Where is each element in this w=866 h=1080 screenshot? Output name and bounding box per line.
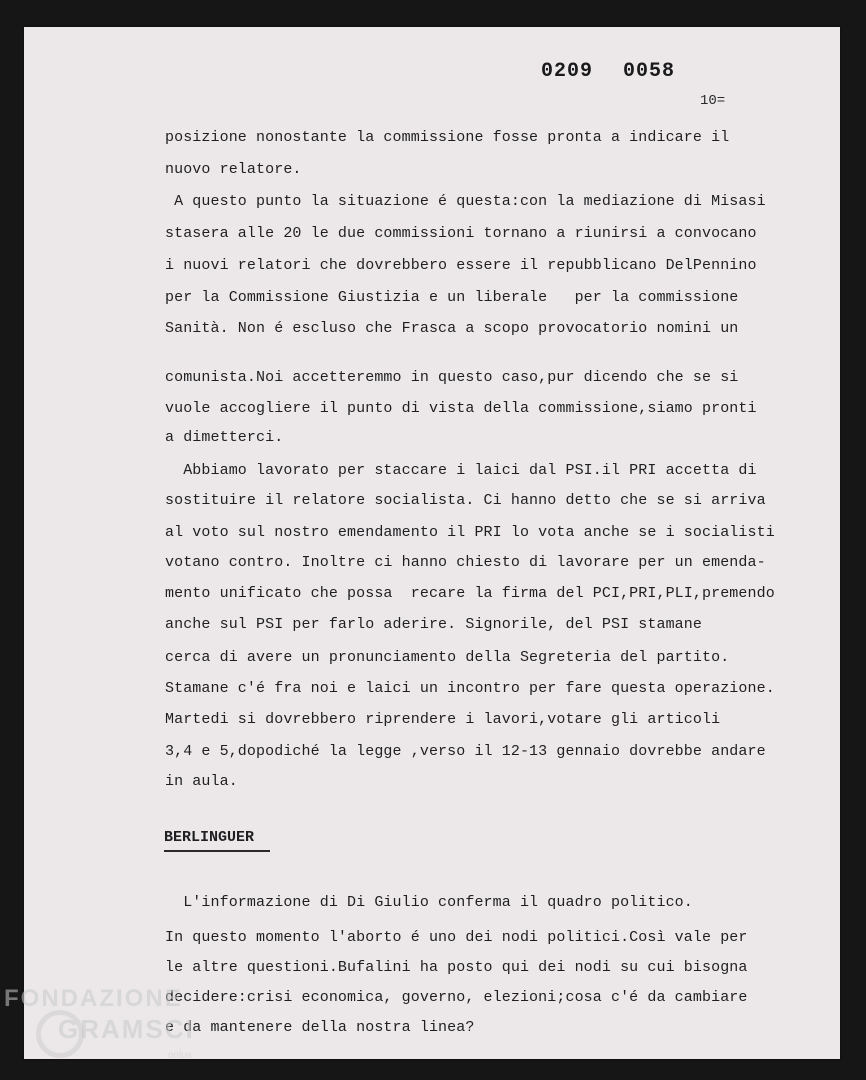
text-line: Sanità. Non é escluso che Frasca a scopo provocatorio nomini un	[165, 320, 739, 337]
text-line: votano contro. Inoltre ci hanno chiesto di lavorare per un emenda-	[165, 554, 766, 571]
text-line: cerca di avere un pronunciamento della Segreteria del partito.	[165, 649, 730, 666]
text-line: e da mantenere della nostra linea?	[165, 1019, 475, 1036]
text-line: L'informazione di Di Giulio conferma il quadro politico.	[165, 894, 693, 911]
archive-stamp-right: 0058	[623, 60, 676, 83]
text-line: anche sul PSI per farlo aderire. Signorile, del PSI stamane	[165, 616, 702, 633]
text-line: comunista.Noi accetteremmo in questo caso,pur dicendo che se si	[165, 369, 739, 386]
text-line: nuovo relatore.	[165, 161, 302, 178]
watermark-onlus: onlus	[168, 1050, 192, 1061]
text-line: sostituire il relatore socialista. Ci hanno detto che se si arriva	[165, 492, 766, 509]
text-line: stasera alle 20 le due commissioni tornano a riunirsi a convocano	[165, 225, 757, 242]
text-line: mento unificato che possa recare la firma del PCI,PRI,PLI,premendo	[165, 585, 775, 602]
text-line: In questo momento l'aborto é uno dei nodi politici.Così vale per	[165, 929, 748, 946]
text-line: Stamane c'é fra noi e laici un incontro per fare questa operazione.	[165, 680, 775, 697]
text-line: al voto sul nostro emendamento il PRI lo vota anche se i socialisti	[165, 524, 775, 541]
text-line: A questo punto la situazione é questa:con la mediazione di Misasi	[165, 193, 766, 210]
text-line: posizione nonostante la commissione fosse pronta a indicare il	[165, 129, 730, 146]
text-line: le altre questioni.Bufalini ha posto qui dei nodi su cui bisogna	[165, 959, 748, 976]
heading-underline	[164, 850, 270, 852]
text-line: per la Commissione Giustizia e un liberale per la commissione	[165, 289, 739, 306]
text-line: a dimetterci.	[165, 429, 284, 446]
text-line: Martedi si dovrebbero riprendere i lavori,votare gli articoli	[165, 711, 721, 728]
text-line: decidere:crisi economica, governo, elezioni;cosa c'é da cambiare	[165, 989, 748, 1006]
text-line: vuole accogliere il punto di vista della commissione,siamo pronti	[165, 400, 757, 417]
archive-stamp-left: 0209	[541, 60, 594, 83]
text-line: Abbiamo lavorato per staccare i laici dal PSI.il PRI accetta di	[165, 462, 757, 479]
text-line: 3,4 e 5,dopodiché la legge ,verso il 12-13 gennaio dovrebbe andare	[165, 743, 766, 760]
watermark-foundation: FONDAZIONE	[4, 985, 183, 1012]
section-heading: BERLINGUER	[164, 829, 255, 846]
watermark-gramsci: GRAMSCI	[58, 1014, 195, 1044]
text-line: in aula.	[165, 773, 238, 790]
text-line: i nuovi relatori che dovrebbero essere il repubblicano DelPennino	[165, 257, 757, 274]
page-number: 10=	[700, 93, 726, 109]
